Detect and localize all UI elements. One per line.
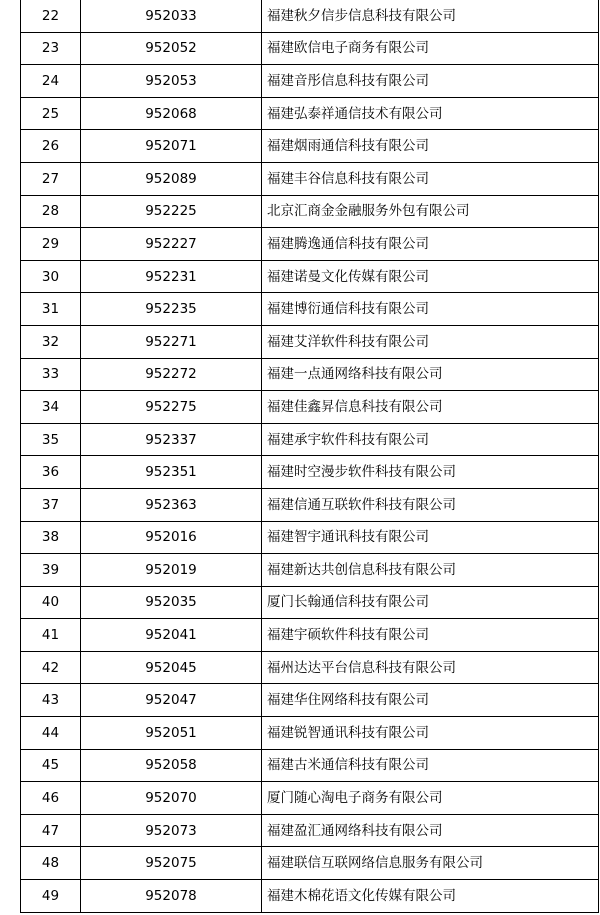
table-row <box>21 488 599 521</box>
service-code-cell: 952070 <box>81 782 262 815</box>
company-name-cell: 福建古米通信科技有限公司 <box>262 749 599 782</box>
table-row <box>21 717 599 750</box>
data-table <box>20 0 599 913</box>
row-index-cell: 35 <box>21 423 81 456</box>
service-code-cell: 952033 <box>81 0 262 32</box>
row-index-cell: 24 <box>21 65 81 98</box>
service-code-cell: 952019 <box>81 554 262 587</box>
service-code-cell: 952235 <box>81 293 262 326</box>
company-name-cell: 福建锐智通讯科技有限公司 <box>262 717 599 750</box>
service-code-cell: 952089 <box>81 162 262 195</box>
row-index-cell: 38 <box>21 521 81 554</box>
service-code-cell: 952351 <box>81 456 262 489</box>
company-name-cell: 福建秋夕信步信息科技有限公司 <box>262 0 599 32</box>
row-index-cell: 30 <box>21 260 81 293</box>
table-row <box>21 97 599 130</box>
service-code-cell: 952227 <box>81 228 262 261</box>
service-code-cell: 952075 <box>81 847 262 880</box>
company-name-cell: 厦门随心淘电子商务有限公司 <box>262 782 599 815</box>
service-code-cell: 952053 <box>81 65 262 98</box>
company-name-cell: 福建信通互联软件科技有限公司 <box>262 488 599 521</box>
service-code-cell: 952051 <box>81 717 262 750</box>
company-code-table <box>20 0 592 913</box>
table-row <box>21 749 599 782</box>
service-code-cell: 952225 <box>81 195 262 228</box>
table-row <box>21 0 599 32</box>
row-index-cell: 23 <box>21 32 81 65</box>
company-name-cell: 福建腾逸通信科技有限公司 <box>262 228 599 261</box>
table-row <box>21 456 599 489</box>
table-row <box>21 293 599 326</box>
service-code-cell: 952071 <box>81 130 262 163</box>
company-name-cell: 福建华住网络科技有限公司 <box>262 684 599 717</box>
service-code-cell: 952272 <box>81 358 262 391</box>
company-name-cell: 福建佳鑫昇信息科技有限公司 <box>262 391 599 424</box>
company-name-cell: 福建木棉花语文化传媒有限公司 <box>262 880 599 913</box>
service-code-cell: 952363 <box>81 488 262 521</box>
company-name-cell: 厦门长翰通信科技有限公司 <box>262 586 599 619</box>
row-index-cell: 45 <box>21 749 81 782</box>
service-code-cell: 952068 <box>81 97 262 130</box>
company-name-cell: 福建宇硕软件科技有限公司 <box>262 619 599 652</box>
service-code-cell: 952271 <box>81 325 262 358</box>
table-row <box>21 684 599 717</box>
row-index-cell: 46 <box>21 782 81 815</box>
service-code-cell: 952052 <box>81 32 262 65</box>
row-index-cell: 37 <box>21 488 81 521</box>
service-code-cell: 952016 <box>81 521 262 554</box>
row-index-cell: 25 <box>21 97 81 130</box>
table-row <box>21 325 599 358</box>
table-row <box>21 260 599 293</box>
service-code-cell: 952231 <box>81 260 262 293</box>
row-index-cell: 42 <box>21 651 81 684</box>
row-index-cell: 43 <box>21 684 81 717</box>
service-code-cell: 952078 <box>81 880 262 913</box>
company-name-cell: 福建艾洋软件科技有限公司 <box>262 325 599 358</box>
company-name-cell: 福建欧信电子商务有限公司 <box>262 32 599 65</box>
table-row <box>21 195 599 228</box>
company-name-cell: 福建诺曼文化传媒有限公司 <box>262 260 599 293</box>
table-row <box>21 358 599 391</box>
company-name-cell: 福建时空漫步软件科技有限公司 <box>262 456 599 489</box>
company-name-cell: 福建新达共创信息科技有限公司 <box>262 554 599 587</box>
row-index-cell: 26 <box>21 130 81 163</box>
service-code-cell: 952035 <box>81 586 262 619</box>
table-row <box>21 521 599 554</box>
row-index-cell: 47 <box>21 814 81 847</box>
row-index-cell: 32 <box>21 325 81 358</box>
row-index-cell: 39 <box>21 554 81 587</box>
company-name-cell: 福建弘泰祥通信技术有限公司 <box>262 97 599 130</box>
service-code-cell: 952045 <box>81 651 262 684</box>
table-row <box>21 847 599 880</box>
service-code-cell: 952047 <box>81 684 262 717</box>
table-row <box>21 65 599 98</box>
service-code-cell: 952073 <box>81 814 262 847</box>
service-code-cell: 952058 <box>81 749 262 782</box>
table-row <box>21 391 599 424</box>
table-row <box>21 586 599 619</box>
row-index-cell: 49 <box>21 880 81 913</box>
service-code-cell: 952275 <box>81 391 262 424</box>
table-row <box>21 162 599 195</box>
row-index-cell: 40 <box>21 586 81 619</box>
company-name-cell: 福建联信互联网络信息服务有限公司 <box>262 847 599 880</box>
company-name-cell: 福州达达平台信息科技有限公司 <box>262 651 599 684</box>
company-name-cell: 福建盈汇通网络科技有限公司 <box>262 814 599 847</box>
table-row <box>21 228 599 261</box>
company-name-cell: 福建承宇软件科技有限公司 <box>262 423 599 456</box>
row-index-cell: 34 <box>21 391 81 424</box>
service-code-cell: 952337 <box>81 423 262 456</box>
table-row <box>21 32 599 65</box>
table-body <box>21 0 599 912</box>
table-row <box>21 130 599 163</box>
table-row <box>21 651 599 684</box>
row-index-cell: 28 <box>21 195 81 228</box>
row-index-cell: 33 <box>21 358 81 391</box>
table-row <box>21 782 599 815</box>
table-row <box>21 880 599 913</box>
table-row <box>21 814 599 847</box>
row-index-cell: 27 <box>21 162 81 195</box>
table-row <box>21 554 599 587</box>
row-index-cell: 36 <box>21 456 81 489</box>
company-name-cell: 福建烟雨通信科技有限公司 <box>262 130 599 163</box>
company-name-cell: 北京汇商金金融服务外包有限公司 <box>262 195 599 228</box>
service-code-cell: 952041 <box>81 619 262 652</box>
company-name-cell: 福建丰谷信息科技有限公司 <box>262 162 599 195</box>
company-name-cell: 福建一点通网络科技有限公司 <box>262 358 599 391</box>
company-name-cell: 福建音彤信息科技有限公司 <box>262 65 599 98</box>
table-row <box>21 423 599 456</box>
row-index-cell: 44 <box>21 717 81 750</box>
row-index-cell: 41 <box>21 619 81 652</box>
table-row <box>21 619 599 652</box>
row-index-cell: 29 <box>21 228 81 261</box>
row-index-cell: 48 <box>21 847 81 880</box>
company-name-cell: 福建智宇通讯科技有限公司 <box>262 521 599 554</box>
row-index-cell: 22 <box>21 0 81 32</box>
company-name-cell: 福建博衍通信科技有限公司 <box>262 293 599 326</box>
row-index-cell: 31 <box>21 293 81 326</box>
